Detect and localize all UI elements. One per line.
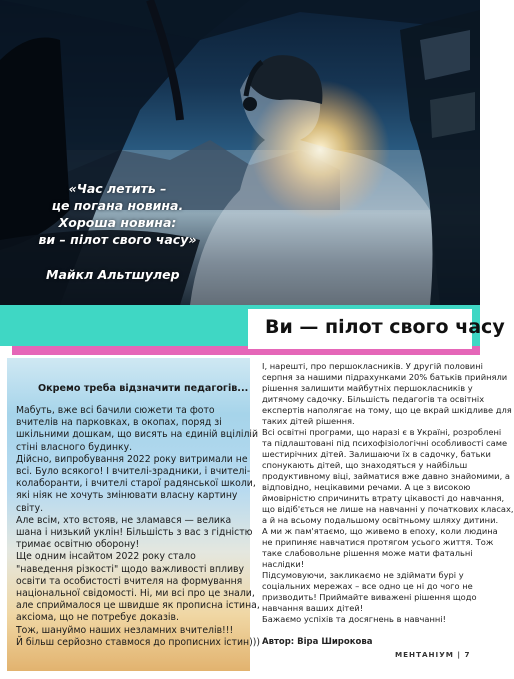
paragraph-line: що відіб'ється не лише на навчанні у початкових класах, (262, 504, 514, 514)
paragraph-line: національної свідомості. Ні, ми всі про це знали, (16, 588, 255, 600)
paragraph-line: світу. (16, 502, 44, 514)
paragraph-line: продуктивному віці, займатися вже давно знайомими, а (262, 471, 510, 481)
hero-quote-author: Майкл Альтшулер (46, 267, 180, 282)
paragraph-line: експертів наполягає на тому, що це вкрай шкідливе для (262, 405, 512, 415)
paragraph-line: "наведення різкості" щодо важливості впливу (16, 563, 244, 575)
paragraph-line: шкільними дошкам, що висять на єдиній вцілілій (16, 429, 259, 441)
paragraph-line: серпня за нашими підрахунками 20% батьків прийняли (262, 372, 508, 382)
paragraph-line: Й більш серйозно ставмося до прописних істин))) (16, 636, 260, 648)
page-footer: МЕНТАНІУМ | 7 (395, 650, 471, 659)
paragraph-line: тримає освітню оборону! (16, 539, 140, 551)
paragraph-line: не припиняє навчатися протягом усього життя. Тож (262, 537, 494, 547)
paragraph-line: шана і низький уклін! Більшість з вас з гідністю (16, 527, 253, 539)
paragraph-line: стіні власного будинку. (16, 441, 133, 453)
hero-quote-line: ви – пілот свого часу» (38, 232, 197, 247)
paragraph-line: Всі освітні програми, що наразі є в Україні, розроблені (262, 427, 502, 437)
paragraph-line: ймовірністю спричинить втрату цікавості до навчання, (262, 493, 505, 503)
paragraph-line: але сприймалося це швидше як прописна істина, (16, 600, 260, 612)
paragraph-line: Бажаємо успіхів та досягнень в навчанні! (262, 614, 446, 624)
hero-photo (0, 0, 480, 305)
paragraph-line: дитячому садочку. Більшість педагогів та освітніх (262, 394, 485, 404)
paragraph-line: вчителів на парковках, в окопах, поряд зі (16, 417, 222, 429)
hero-quote-line: це погана новина. (51, 198, 184, 213)
paragraph-line: соціальних мережах – все одно це ні до чого не (262, 581, 473, 591)
paragraph-line: таких дітей рішення. (262, 416, 355, 426)
paragraph-line: освіти та особистості вчителя на формування (16, 575, 243, 587)
right-column-text (262, 361, 514, 625)
paragraph-line: А ми ж пам'ятаємо, що живемо в епоху, коли людина (262, 526, 498, 536)
paragraph-line: та підлаштовані під психофізіологічні особливості саме (262, 438, 508, 448)
article-title: Ви — пілот свого часу (265, 316, 505, 338)
cockpit-illustration (0, 0, 480, 305)
paragraph-line: призводить! Приймайте виважені рішення щодо (262, 592, 477, 602)
hero-quote (30, 180, 205, 248)
left-column-heading: Окремо треба відзначити педагогів... (38, 383, 249, 394)
paragraph-line: таке слабовольне рішення може мати фатальні (262, 548, 473, 558)
left-column-text (16, 405, 260, 649)
paragraph-line: Мабуть, вже всі бачили сюжети та фото (16, 405, 215, 416)
paragraph-line: навчання ваших дітей! (262, 603, 364, 613)
paragraph-line: відповідно, нецікавими речами. А це з високою (262, 482, 471, 492)
paragraph-line: шестирічних дітей. Залишаючи їх в садочку, батьки (262, 449, 491, 459)
paragraph-line: Але всім, хто встояв, не зламався — велика (16, 514, 232, 526)
paragraph-line: наслідки! (262, 559, 305, 569)
paragraph-line: колаборанти, і вчителі старої радянської школи, (16, 478, 256, 490)
paragraph-line: аксіома, що не потребує доказів. (16, 612, 179, 624)
paragraph-line: всі. Було всякого! І вчителі-зрадники, і вчителі- (16, 466, 251, 478)
hero-quote-line: Хороша новина: (58, 215, 177, 230)
paragraph-line: Підсумовуючи, закликаємо не здіймати бурі у (262, 570, 464, 580)
paragraph-line: спонукають дітей, що знаходяться у найбільш (262, 460, 468, 470)
paragraph-line: І, нарешті, про першокласників. У другій половині (262, 361, 483, 371)
hero-quote-line: «Час летить – (68, 181, 167, 196)
paragraph-line: Тож, шануймо наших незламних вчителів!!! (16, 624, 234, 636)
paragraph-line: рішення залишити майбутніх першокласників у (262, 383, 473, 393)
paragraph-line: Дійсно, випробування 2022 року витримали не (16, 453, 248, 465)
paragraph-line: Ще одним інсайтом 2022 року стало (16, 551, 196, 563)
paragraph-line: а й на всьому подальшому освітньому шляху дитини. (262, 515, 499, 525)
paragraph-line: які ніяк не хочуть змінювати власну картину (16, 490, 238, 502)
article-author: Автор: Віра Широкова (262, 637, 373, 647)
